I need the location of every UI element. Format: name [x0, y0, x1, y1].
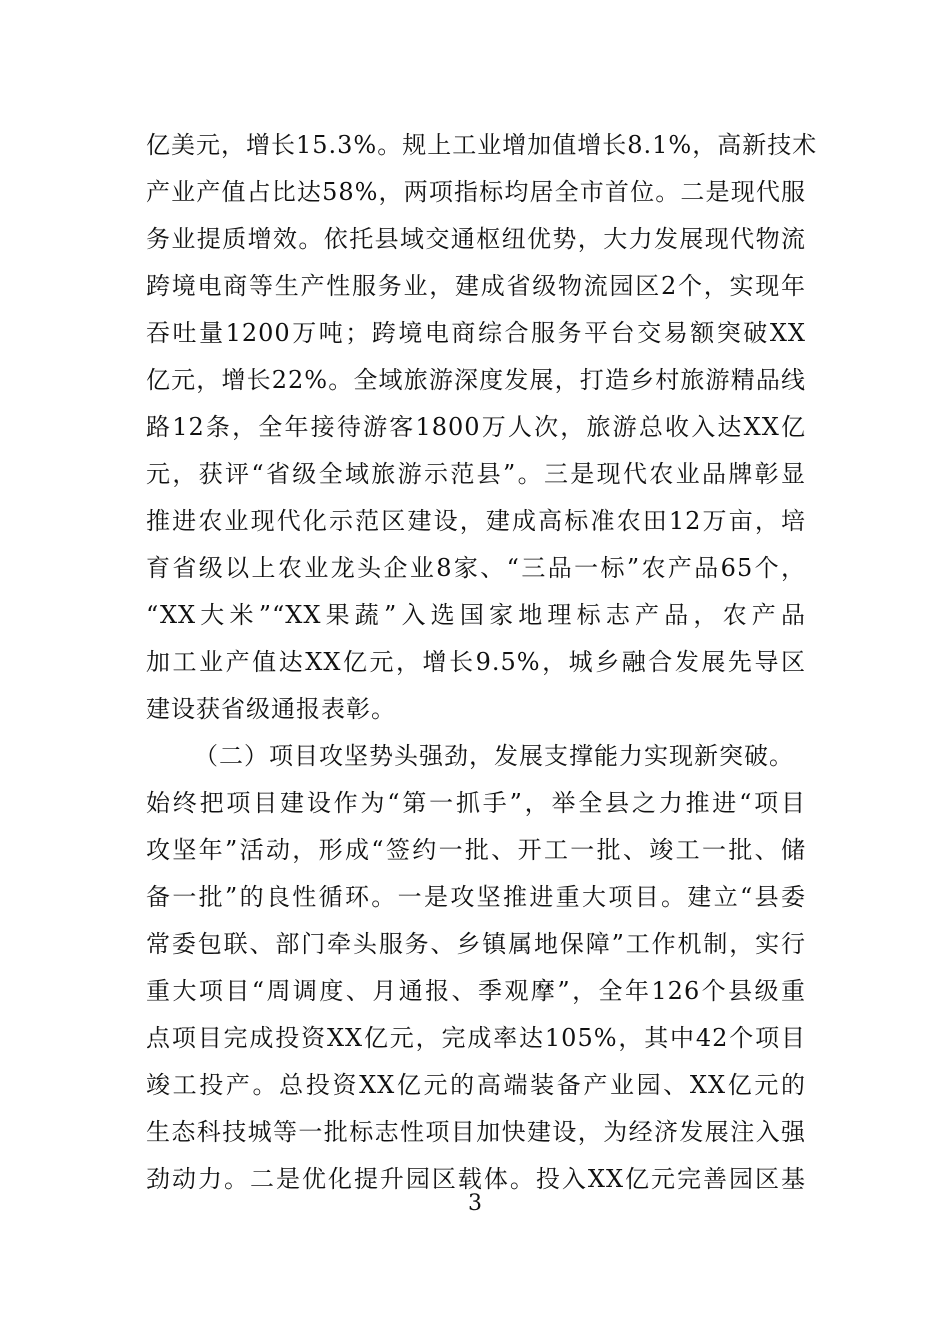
- text-line: 跨境电商等生产性服务业，建成省级物流园区2个，实现年: [146, 272, 806, 300]
- text-line: 产业产值占比达58%，两项指标均居全市首位。二是现代服: [146, 178, 806, 206]
- text-line: 始终把项目建设作为“第一抓手”，举全县之力推进“项目: [146, 789, 806, 817]
- text-line: 元，获评“省级全域旅游示范县”。三是现代农业品牌彰显: [146, 460, 806, 488]
- text-line: 攻坚年”活动，形成“签约一批、开工一批、竣工一批、储: [146, 836, 806, 864]
- text-line: 建设获省级通报表彰。: [146, 695, 396, 723]
- text-line: 竣工投产。总投资XX亿元的高端装备产业园、XX亿元的: [146, 1071, 806, 1099]
- text-line: “XX大米”“XX果蔬”入选国家地理标志产品，农产品: [146, 601, 806, 629]
- text-line: 亿元，增长22%。全域旅游深度发展，打造乡村旅游精品线: [146, 366, 806, 394]
- section-heading: （二）项目攻坚势头强劲，发展支撑能力实现新突破。: [194, 742, 794, 770]
- body-text: [146, 122, 818, 1203]
- text-line: 常委包联、部门牵头服务、乡镇属地保障”工作机制，实行: [146, 930, 806, 958]
- text-line: 路12条，全年接待游客1800万人次，旅游总收入达XX亿: [146, 413, 806, 441]
- text-line: 加工业产值达XX亿元，增长9.5%，城乡融合发展先导区: [146, 648, 806, 676]
- text-line: 点项目完成投资XX亿元，完成率达105%，其中42个项目: [146, 1024, 806, 1052]
- text-line: 备一批”的良性循环。一是攻坚推进重大项目。建立“县委: [146, 883, 806, 911]
- text-line: 吞吐量1200万吨；跨境电商综合服务平台交易额突破XX: [146, 319, 806, 347]
- text-line: 生态科技城等一批标志性项目加快建设，为经济发展注入强: [146, 1118, 806, 1146]
- text-line: 育省级以上农业龙头企业8家、“三品一标”农产品65个，: [146, 554, 806, 582]
- page-number: 3: [468, 1191, 482, 1216]
- text-line: 推进农业现代化示范区建设，建成高标准农田12万亩，培: [146, 507, 806, 535]
- text-line: 亿美元，增长15.3%。规上工业增加值增长8.1%，高新技术: [146, 131, 818, 159]
- text-line: 务业提质增效。依托县域交通枢纽优势，大力发展现代物流: [146, 225, 806, 253]
- text-line: 重大项目“周调度、月通报、季观摩”，全年126个县级重: [146, 977, 806, 1005]
- text-line: 劲动力。二是优化提升园区载体。投入XX亿元完善园区基: [146, 1165, 806, 1193]
